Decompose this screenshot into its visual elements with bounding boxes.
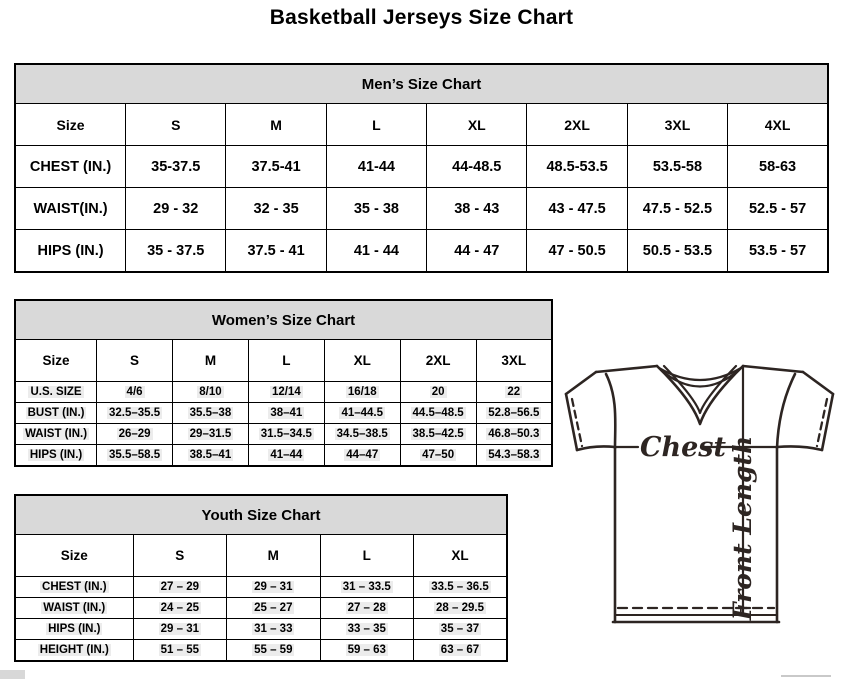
cell-value: 43 - 47.5 xyxy=(527,188,627,230)
cell-value: 41–44 xyxy=(248,445,324,467)
cell-value: 47 - 50.5 xyxy=(527,230,627,273)
cell-value: 31.5–34.5 xyxy=(248,424,324,445)
cell-value: 48.5-53.5 xyxy=(527,146,627,188)
cell-value: 41–44.5 xyxy=(324,403,400,424)
cell-value: 38 - 43 xyxy=(427,188,527,230)
left-sleeve-bottom xyxy=(577,446,615,450)
size-column-m: M xyxy=(226,104,326,146)
size-column-xl: XL xyxy=(427,104,527,146)
cell-value: 27 – 28 xyxy=(320,598,413,619)
table-row xyxy=(15,403,552,424)
left-armhole-seam xyxy=(606,374,615,448)
size-column-3xl: 3XL xyxy=(627,104,727,146)
size-header-row xyxy=(15,340,552,382)
cell-value: 58-63 xyxy=(728,146,828,188)
table-title-row xyxy=(15,495,507,535)
cell-value: 25 – 27 xyxy=(227,598,320,619)
size-column-s: S xyxy=(126,104,226,146)
size-column-2xl: 2XL xyxy=(527,104,627,146)
cell-value: 52.5 - 57 xyxy=(728,188,828,230)
cell-value: 32.5–35.5 xyxy=(97,403,173,424)
cell-value: 35 - 38 xyxy=(326,188,426,230)
mens-table-title: Men’s Size Chart xyxy=(15,64,828,104)
cell-value: 52.8–56.5 xyxy=(476,403,552,424)
front-length-label: Front Length xyxy=(728,435,757,621)
cell-value: 33 – 35 xyxy=(320,619,413,640)
left-cuff-stitch-dashed xyxy=(572,399,582,446)
page-title: Basketball Jerseys Size Chart xyxy=(269,6,574,29)
mens-size-table xyxy=(14,63,829,273)
size-column-l: L xyxy=(326,104,426,146)
right-sleeve-top xyxy=(803,372,833,394)
cell-value: 31 – 33.5 xyxy=(320,577,413,598)
row-label: WAIST(IN.) xyxy=(15,188,126,230)
cell-value: 27 – 29 xyxy=(133,577,226,598)
cell-value: 24 – 25 xyxy=(133,598,226,619)
left-sleeve-cuff xyxy=(566,394,577,450)
cell-value: 16/18 xyxy=(324,382,400,403)
cell-value: 44-48.5 xyxy=(427,146,527,188)
cell-value: 50.5 - 53.5 xyxy=(627,230,727,273)
cell-value: 54.3–58.3 xyxy=(476,445,552,467)
cell-value: 26–29 xyxy=(97,424,173,445)
cell-value: 29 – 31 xyxy=(227,577,320,598)
row-label: WAIST (IN.) xyxy=(15,424,97,445)
size-column-xl: XL xyxy=(324,340,400,382)
mens-size-chart-section xyxy=(14,63,829,273)
cell-value: 55 – 59 xyxy=(227,640,320,662)
cell-value: 59 – 63 xyxy=(320,640,413,662)
size-column-l: L xyxy=(248,340,324,382)
right-sleeve-cuff xyxy=(822,394,833,450)
cell-value: 41 - 44 xyxy=(326,230,426,273)
right-shoulder-line xyxy=(743,366,803,372)
size-header-cell: Size xyxy=(15,340,97,382)
size-column-xl: XL xyxy=(413,535,507,577)
table-row xyxy=(15,619,507,640)
row-label: WAIST (IN.) xyxy=(15,598,133,619)
v-neck-inner xyxy=(664,366,736,413)
row-label: HIPS (IN.) xyxy=(15,619,133,640)
cell-value: 34.5–38.5 xyxy=(324,424,400,445)
cell-value: 8/10 xyxy=(173,382,249,403)
cell-value: 41-44 xyxy=(326,146,426,188)
womens-table-title: Women’s Size Chart xyxy=(15,300,552,340)
youth-size-chart-section xyxy=(14,494,508,662)
bottom-right-scroll-artifact xyxy=(781,675,831,677)
cell-value: 47–50 xyxy=(400,445,476,467)
right-cuff-stitch-dashed xyxy=(817,399,827,446)
table-title-row xyxy=(15,64,828,104)
cell-value: 38.5–42.5 xyxy=(400,424,476,445)
cell-value: 51 – 55 xyxy=(133,640,226,662)
cell-value: 37.5-41 xyxy=(226,146,326,188)
cell-value: 53.5-58 xyxy=(627,146,727,188)
size-column-m: M xyxy=(173,340,249,382)
size-column-l: L xyxy=(320,535,413,577)
row-label: HIPS (IN.) xyxy=(15,230,126,273)
row-label: BUST (IN.) xyxy=(15,403,97,424)
jersey-measurement-diagram xyxy=(562,358,838,628)
cell-value: 31 – 33 xyxy=(227,619,320,640)
cell-value: 29 - 32 xyxy=(126,188,226,230)
table-row xyxy=(15,577,507,598)
chest-label: Chest xyxy=(640,432,726,463)
table-row xyxy=(15,640,507,662)
table-row xyxy=(15,424,552,445)
size-column-2xl: 2XL xyxy=(400,340,476,382)
table-row xyxy=(15,445,552,467)
right-sleeve-bottom xyxy=(777,446,822,450)
row-label: U.S. SIZE xyxy=(15,382,97,403)
size-column-4xl: 4XL xyxy=(728,104,828,146)
table-title-row xyxy=(15,300,552,340)
cell-value: 46.8–50.3 xyxy=(476,424,552,445)
womens-size-table xyxy=(14,299,553,467)
cell-value: 35.5–38 xyxy=(173,403,249,424)
cell-value: 38.5–41 xyxy=(173,445,249,467)
row-label: HEIGHT (IN.) xyxy=(15,640,133,662)
table-row xyxy=(15,188,828,230)
cell-value: 53.5 - 57 xyxy=(728,230,828,273)
size-header-row xyxy=(15,535,507,577)
cell-value: 44.5–48.5 xyxy=(400,403,476,424)
left-sleeve-top xyxy=(566,372,596,394)
cell-value: 44–47 xyxy=(324,445,400,467)
left-shoulder-line xyxy=(596,366,657,372)
bottom-left-scroll-artifact xyxy=(0,670,25,679)
cell-value: 38–41 xyxy=(248,403,324,424)
cell-value: 35.5–58.5 xyxy=(97,445,173,467)
size-column-s: S xyxy=(97,340,173,382)
cell-value: 32 - 35 xyxy=(226,188,326,230)
cell-value: 12/14 xyxy=(248,382,324,403)
right-armhole-seam xyxy=(777,374,795,448)
table-row xyxy=(15,146,828,188)
table-row xyxy=(15,230,828,273)
row-label: CHEST (IN.) xyxy=(15,146,126,188)
size-column-m: M xyxy=(227,535,320,577)
row-label: CHEST (IN.) xyxy=(15,577,133,598)
size-header-cell: Size xyxy=(15,535,133,577)
row-label: HIPS (IN.) xyxy=(15,445,97,467)
table-row xyxy=(15,598,507,619)
size-header-row xyxy=(15,104,828,146)
cell-value: 47.5 - 52.5 xyxy=(627,188,727,230)
size-header-cell: Size xyxy=(15,104,126,146)
cell-value: 20 xyxy=(400,382,476,403)
womens-size-chart-section xyxy=(14,299,553,467)
cell-value: 35-37.5 xyxy=(126,146,226,188)
cell-value: 37.5 - 41 xyxy=(226,230,326,273)
cell-value: 63 – 67 xyxy=(413,640,507,662)
youth-table-title: Youth Size Chart xyxy=(15,495,507,535)
cell-value: 29–31.5 xyxy=(173,424,249,445)
cell-value: 44 - 47 xyxy=(427,230,527,273)
cell-value: 22 xyxy=(476,382,552,403)
cell-value: 28 – 29.5 xyxy=(413,598,507,619)
size-column-s: S xyxy=(133,535,226,577)
cell-value: 35 – 37 xyxy=(413,619,507,640)
youth-size-table xyxy=(14,494,508,662)
cell-value: 4/6 xyxy=(97,382,173,403)
size-column-3xl: 3XL xyxy=(476,340,552,382)
cell-value: 33.5 – 36.5 xyxy=(413,577,507,598)
table-row xyxy=(15,382,552,403)
cell-value: 35 - 37.5 xyxy=(126,230,226,273)
cell-value: 29 – 31 xyxy=(133,619,226,640)
